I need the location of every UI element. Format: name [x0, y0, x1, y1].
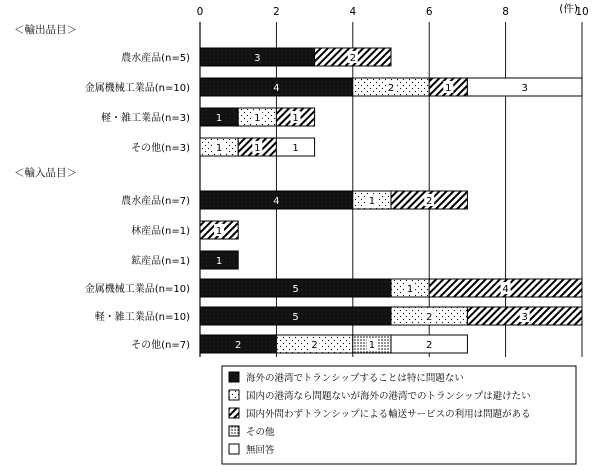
data-label: 3: [521, 83, 528, 94]
data-label: 2: [235, 340, 242, 351]
x-tick-label: 0: [196, 6, 204, 18]
legend-label: 無回答: [246, 445, 275, 456]
legend-swatch: [229, 372, 239, 382]
data-label: 2: [426, 196, 433, 207]
category-label: その他(n=7): [131, 340, 190, 351]
data-label: 4: [273, 83, 280, 94]
category-label: 林産品(n=1): [131, 226, 190, 237]
category-label: 金属機械工業品(n=10): [84, 284, 190, 295]
data-label: 1: [215, 226, 223, 237]
legend-swatch: [229, 444, 239, 454]
legend-swatch: [229, 426, 239, 436]
section-title: ＜輸入品目＞: [14, 167, 77, 179]
data-label: 2: [311, 340, 318, 351]
data-label: 1: [292, 113, 299, 124]
unit-label: (件): [559, 3, 578, 15]
x-tick-label: 4: [349, 6, 357, 18]
data-label: 2: [349, 53, 356, 64]
data-label: 1: [292, 143, 299, 154]
data-label: 2: [426, 340, 433, 351]
x-tick-label: 6: [425, 6, 433, 18]
category-label: 鉱産品(n=1): [131, 256, 190, 267]
section-title: ＜輸出品目＞: [14, 24, 77, 36]
data-label: 3: [521, 312, 528, 323]
x-tick-label: 10: [575, 6, 589, 18]
bars: [200, 48, 582, 353]
legend-label: 海外の港湾でトランシップすることは特に問題ない: [246, 373, 464, 384]
data-label: 4: [502, 284, 509, 295]
category-label: 軽・雑工業品(n=10): [94, 312, 190, 323]
data-label: 5: [292, 284, 299, 295]
data-label: 1: [368, 196, 376, 207]
legend-label: 国内外問わずトランシップによる輸送サービスの利用は問題がある: [246, 409, 531, 420]
data-label: 2: [387, 83, 395, 94]
x-axis: [197, 6, 589, 18]
x-tick-label: 2: [273, 6, 280, 18]
legend-label: 国内の港湾なら問題ないが海外の港湾でのトランシップは避けたい: [246, 391, 531, 402]
category-label: 農水産品(n=5): [121, 53, 190, 64]
data-label: 2: [426, 312, 433, 323]
category-labels: [14, 23, 190, 351]
x-tick-label: 8: [502, 6, 509, 18]
data-label: 1: [445, 83, 452, 94]
category-label: その他(n=3): [131, 143, 190, 154]
data-label: 1: [368, 340, 376, 351]
data-label: 3: [254, 53, 261, 64]
legend-swatch: [229, 390, 239, 400]
data-label: 1: [254, 113, 261, 124]
legend-swatch: [229, 408, 239, 418]
category-label: 金属機械工業品(n=10): [84, 83, 190, 94]
data-label: 4: [273, 196, 280, 207]
category-label: 農水産品(n=7): [121, 196, 190, 207]
data-label: 1: [215, 256, 223, 267]
data-label: 1: [215, 143, 223, 154]
legend: [222, 366, 576, 464]
data-label: 5: [292, 312, 299, 323]
data-label: 1: [406, 284, 414, 295]
category-label: 軽・雑工業品(n=3): [101, 113, 190, 124]
data-label: 1: [215, 113, 223, 124]
legend-label: その他: [246, 427, 275, 438]
data-label: 1: [254, 143, 261, 154]
